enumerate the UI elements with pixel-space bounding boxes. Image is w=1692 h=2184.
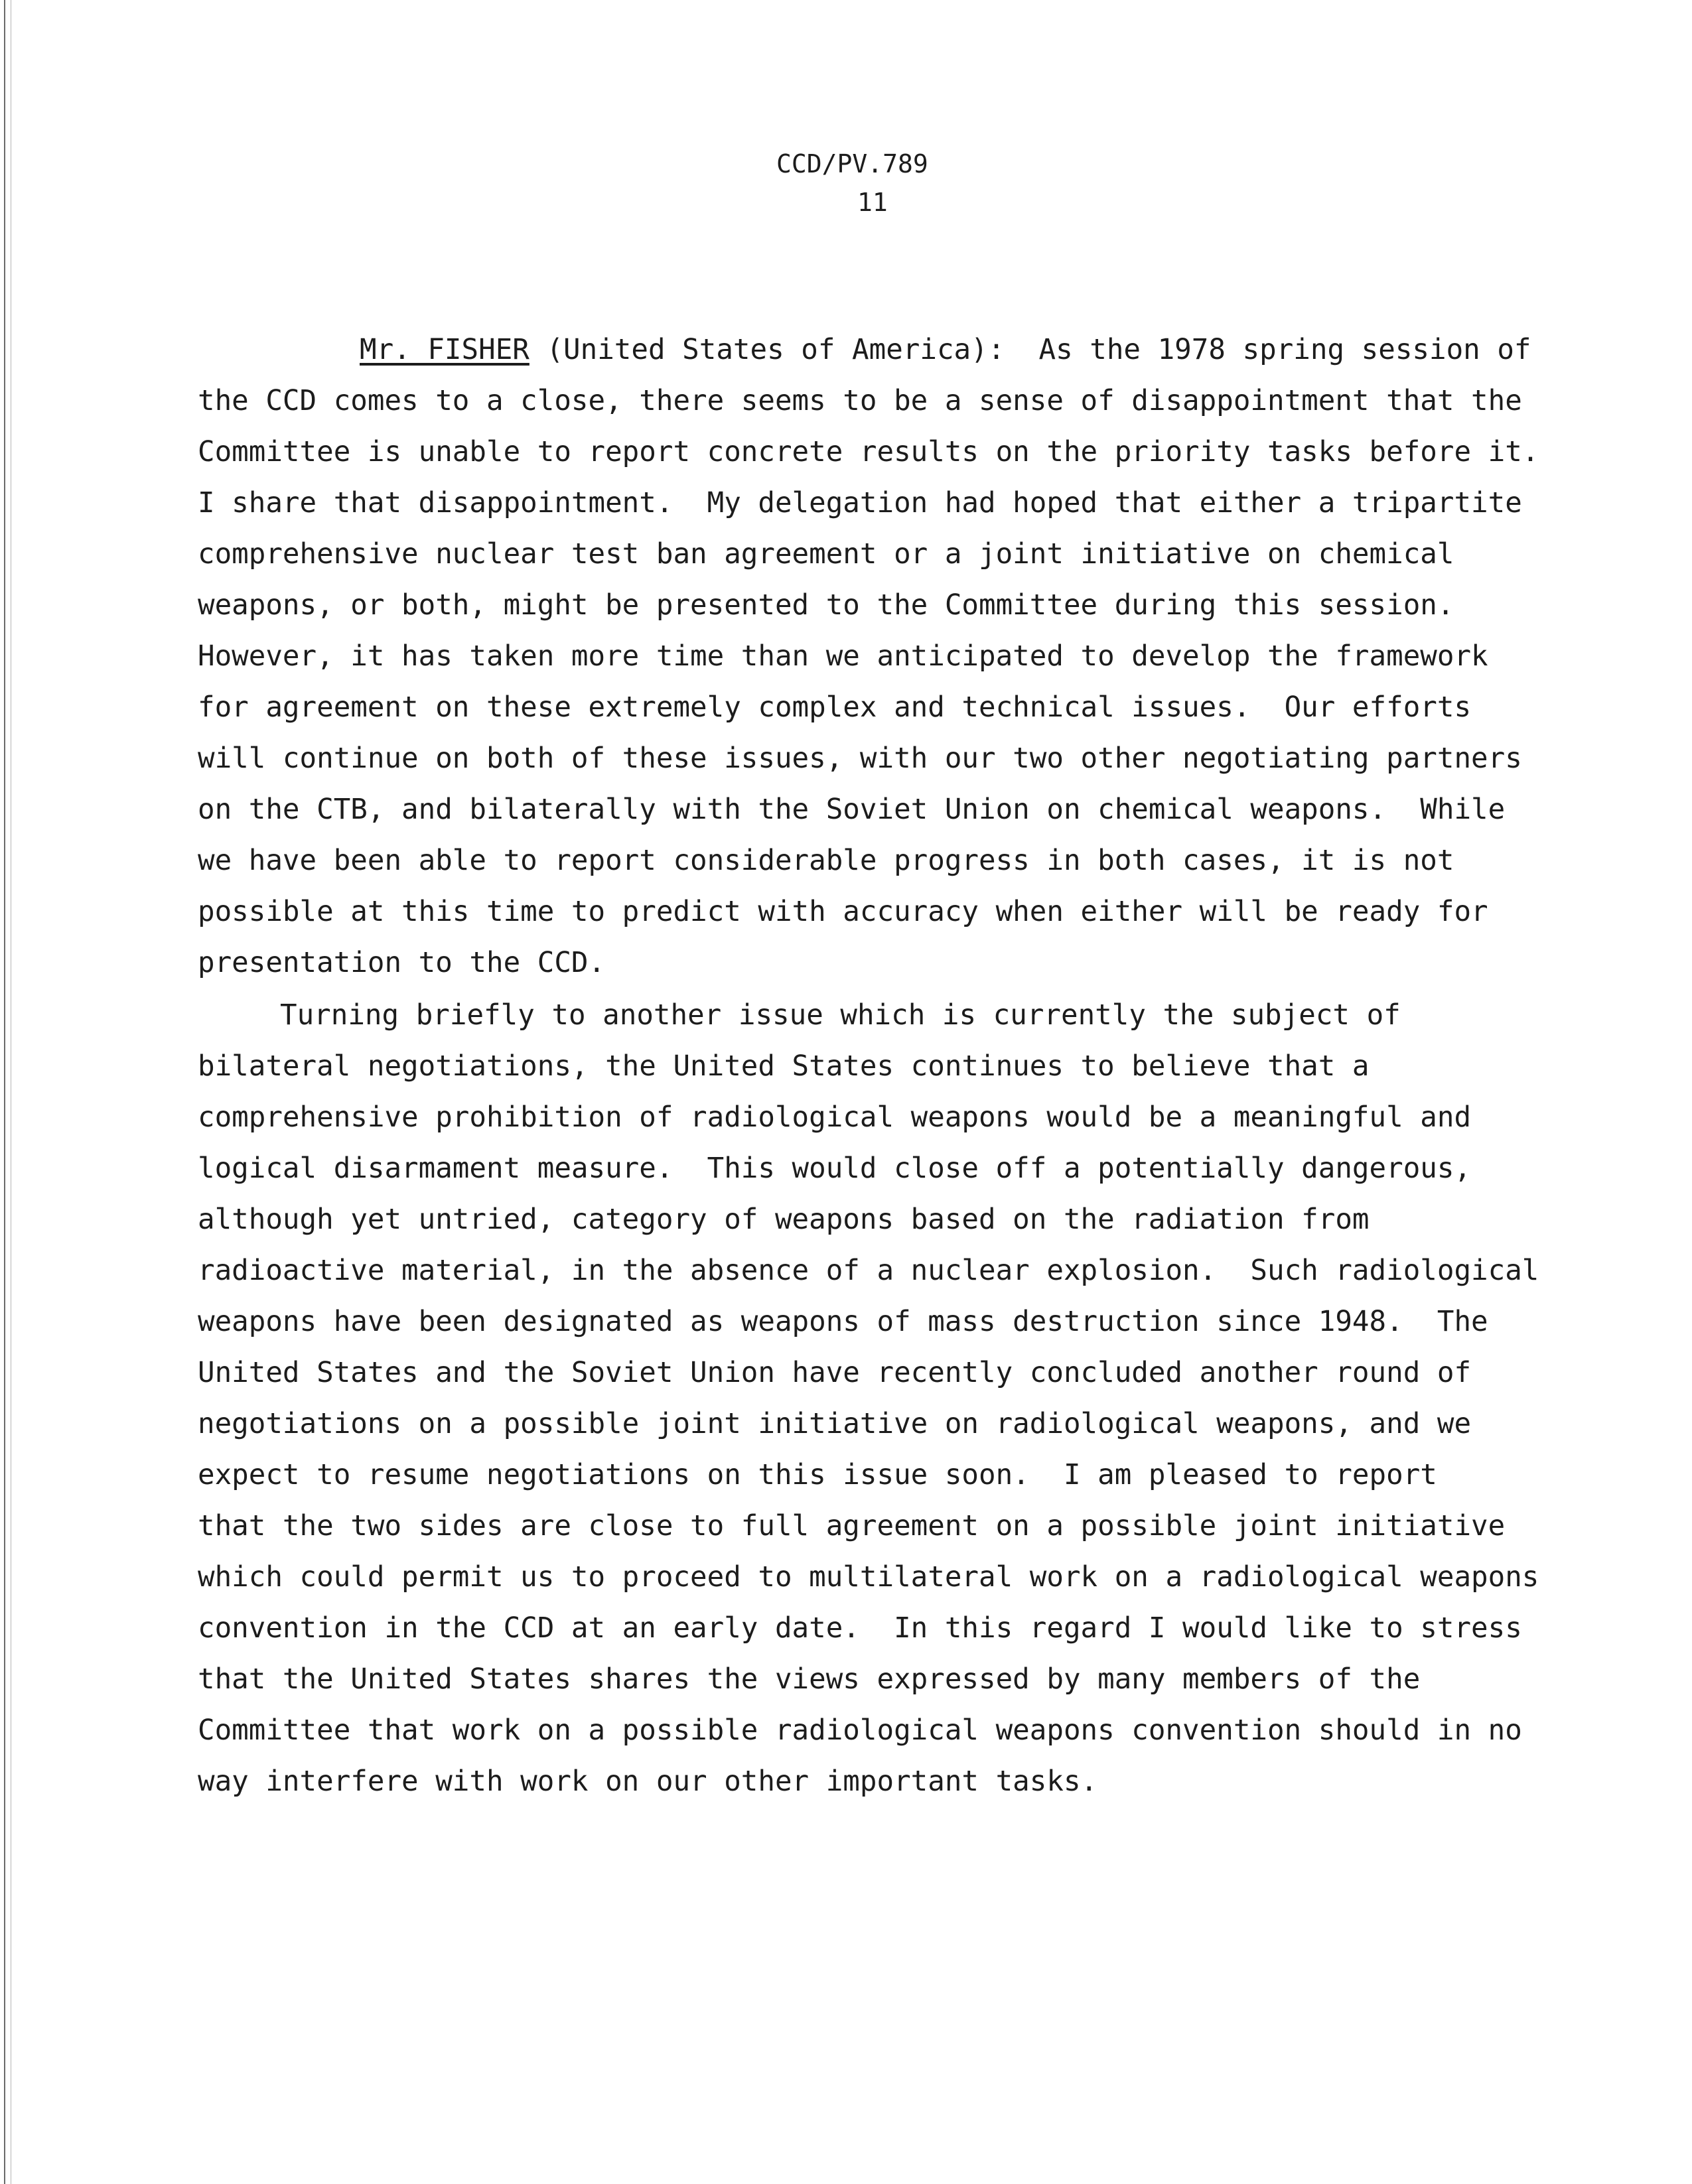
text-line: that the two sides are close to full agreement on a possible joint initiative (198, 1510, 1506, 1542)
text-line: we have been able to report considerable progress in both cases, it is not (198, 845, 1454, 877)
text-line: comprehensive prohibition of radiological weapons would be a meaningful and (198, 1101, 1472, 1134)
text-line: presentation to the CCD. (198, 947, 606, 979)
text-line: convention in the CCD at an early date. In this regard I would like to stress (198, 1612, 1522, 1645)
document-symbol: CCD/PV.789 (776, 149, 928, 178)
text-line: weapons have been designated as weapons of mass destruction since 1948. The (198, 1306, 1488, 1338)
text-line: for agreement on these extremely complex and technical issues. Our efforts (198, 691, 1472, 724)
text-line: logical disarmament measure. This would close off a potentially dangerous, (198, 1152, 1472, 1185)
speaker-name: Mr. FISHER (360, 334, 529, 366)
text-line: the CCD comes to a close, there seems to be a sense of disappointment that the (198, 385, 1522, 417)
text-line: comprehensive nuclear test ban agreement or a joint initiative on chemical (198, 538, 1454, 571)
paragraph-2 (198, 990, 1539, 1807)
text-line: although yet untried, category of weapons based on the radiation from (198, 1203, 1370, 1236)
text-line: I share that disappointment. My delegation had hoped that either a tripartite (198, 487, 1522, 519)
speech-body (198, 324, 1539, 1807)
speech-opening-line (198, 324, 1531, 375)
text-line: radioactive material, in the absence of a nuclear explosion. Such radiological (198, 1255, 1539, 1287)
page-number: 11 (857, 188, 888, 217)
text-line: Committee that work on a possible radiological weapons convention should in no (198, 1714, 1522, 1747)
text-line: will continue on both of these issues, with our two other negotiating partners (198, 742, 1522, 775)
text-line: United States and the Soviet Union have recently concluded another round of (198, 1357, 1472, 1389)
text-line: weapons, or both, might be presented to the Committee during this session. (198, 589, 1454, 622)
speaker-line-text: (United States of America): As the 1978 spring session of (529, 334, 1531, 366)
text-line: which could permit us to proceed to multilateral work on a radiological weapons (198, 1561, 1539, 1594)
text-line: However, it has taken more time than we anticipated to develop the framework (198, 640, 1488, 673)
text-line: that the United States shares the views expressed by many members of the (198, 1663, 1421, 1696)
text-line: Committee is unable to report concrete results on the priority tasks before it. (198, 436, 1539, 468)
text-line: expect to resume negotiations on this issue soon. I am pleased to report (198, 1459, 1437, 1491)
text-line: on the CTB, and bilaterally with the Soviet Union on chemical weapons. While (198, 793, 1506, 826)
scan-binding-edge (4, 0, 5, 2184)
text-line: possible at this time to predict with accuracy when either will be ready for (198, 896, 1488, 928)
page-header (730, 145, 995, 222)
text-line: negotiations on a possible joint initiative on radiological weapons, and we (198, 1408, 1472, 1440)
text-line: Turning briefly to another issue which is currently the subject of (280, 999, 1401, 1032)
paragraph-1 (198, 375, 1539, 989)
text-line: way interfere with work on our other important tasks. (198, 1765, 1098, 1798)
text-line: bilateral negotiations, the United States continues to believe that a (198, 1050, 1370, 1083)
